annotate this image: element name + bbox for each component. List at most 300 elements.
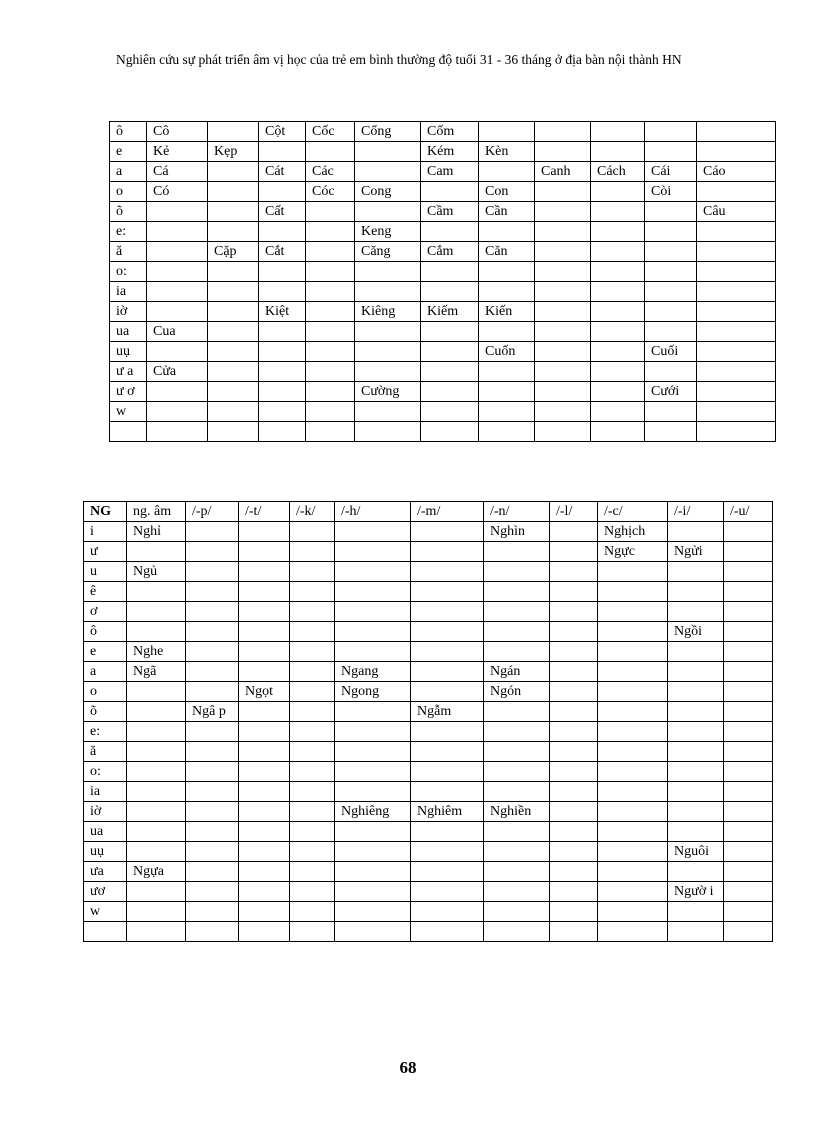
table-cell: [484, 882, 550, 902]
table-cell: [411, 622, 484, 642]
table-cell: Ngực: [598, 542, 668, 562]
table-cell: [535, 362, 591, 382]
table-cell: [335, 642, 411, 662]
table-cell: [290, 762, 335, 782]
table-cell: Nghìn: [484, 522, 550, 542]
table-cell: [724, 842, 773, 862]
table-cell: [239, 642, 290, 662]
table-cell: [697, 262, 776, 282]
table-cell: [484, 762, 550, 782]
table-row: [110, 182, 776, 202]
table-cell: [208, 262, 259, 282]
table-cell: [535, 382, 591, 402]
table-cell: [186, 782, 239, 802]
table-cell: [550, 562, 598, 582]
table-cell: [591, 242, 645, 262]
row-label-cell: w: [110, 402, 147, 422]
table-cell: [290, 922, 335, 942]
table-row: [84, 882, 773, 902]
table-cell: [724, 802, 773, 822]
table-cell: [550, 542, 598, 562]
table-cell: [598, 802, 668, 822]
table-cell: [127, 602, 186, 622]
table-cell: [591, 342, 645, 362]
table-cell: [697, 422, 776, 442]
table-cell: [259, 262, 306, 282]
table-row: [84, 782, 773, 802]
table-cell: [421, 362, 479, 382]
table-cell: Cát: [259, 162, 306, 182]
table-cell: [535, 322, 591, 342]
table-cell: [550, 842, 598, 862]
page-header: Nghiên cứu sự phát triển âm vị học của trẻ em bình thường độ tuổi 31 - 36 tháng ở địa bàn nội thành HN: [116, 52, 682, 67]
table-cell: [186, 562, 239, 582]
table-cell: [239, 902, 290, 922]
table-cell: [290, 582, 335, 602]
table-cell: [535, 342, 591, 362]
table-cell: [239, 662, 290, 682]
table-cell: [724, 762, 773, 782]
table-cell: [591, 382, 645, 402]
table-row: [84, 522, 773, 542]
table-cell: [591, 122, 645, 142]
table-cell: [186, 642, 239, 662]
table-cell: [550, 722, 598, 742]
table-row: [110, 342, 776, 362]
table-cell: Ngán: [484, 662, 550, 682]
row-label-cell: u: [84, 562, 127, 582]
table-cell: Nghiêng: [335, 802, 411, 822]
table-cell: [645, 282, 697, 302]
row-label-cell: ư ơ: [110, 382, 147, 402]
table-cell: [239, 622, 290, 642]
table-cell: Kiêng: [355, 302, 421, 322]
table-cell: [598, 722, 668, 742]
table-cell: [355, 162, 421, 182]
table-row: [84, 642, 773, 662]
table-cell: [668, 562, 724, 582]
table-cell: [479, 222, 535, 242]
row-label-cell: [84, 922, 127, 942]
table-cell: [355, 402, 421, 422]
table-cell: [484, 722, 550, 742]
column-header: /-t/: [239, 502, 290, 522]
column-header: /-n/: [484, 502, 550, 522]
table-cell: [147, 422, 208, 442]
table-cell: [411, 662, 484, 682]
table-cell: [306, 362, 355, 382]
table-cell: [186, 542, 239, 562]
table-row: [84, 842, 773, 862]
table-cell: [668, 642, 724, 662]
table-row: [110, 282, 776, 302]
table-cell: [591, 302, 645, 322]
table-cell: [335, 582, 411, 602]
table-cell: [668, 802, 724, 822]
row-label-cell: o:: [84, 762, 127, 782]
table-row: [84, 722, 773, 742]
table-cell: [535, 142, 591, 162]
table-cell: [411, 602, 484, 622]
column-header: /-c/: [598, 502, 668, 522]
table-cell: [598, 582, 668, 602]
table-cell: [335, 882, 411, 902]
row-label-cell: ơ: [84, 602, 127, 622]
table-cell: [259, 322, 306, 342]
table-cell: [335, 922, 411, 942]
table-cell: [239, 882, 290, 902]
table-cell: Kiếm: [421, 302, 479, 322]
table-cell: [668, 662, 724, 682]
table-cell: [591, 142, 645, 162]
table-row: [84, 662, 773, 682]
table-cell: Ngang: [335, 662, 411, 682]
table-cell: Ngón: [484, 682, 550, 702]
table-cell: Kiến: [479, 302, 535, 322]
table-ng-initial-k: [109, 121, 776, 442]
table-cell: Kẹp: [208, 142, 259, 162]
table-cell: [306, 322, 355, 342]
table-cell: [335, 762, 411, 782]
table-cell: [645, 262, 697, 282]
table-cell: [208, 222, 259, 242]
table-cell: [535, 122, 591, 142]
table-row: [84, 822, 773, 842]
row-label-cell: iờ: [110, 302, 147, 322]
table-cell: [591, 222, 645, 242]
table-cell: [147, 342, 208, 362]
table-cell: [411, 762, 484, 782]
table-cell: [645, 422, 697, 442]
table-row: [84, 562, 773, 582]
table-cell: Căng: [355, 242, 421, 262]
table-cell: Ngồi: [668, 622, 724, 642]
table-cell: Ngẫm: [411, 702, 484, 722]
row-label-cell: ô: [84, 622, 127, 642]
table-cell: [724, 522, 773, 542]
table-cell: [208, 182, 259, 202]
table-cell: [239, 802, 290, 822]
table-cell: [550, 742, 598, 762]
table-cell: [484, 742, 550, 762]
table-cell: Cắm: [421, 242, 479, 262]
table-cell: [411, 562, 484, 582]
table-cell: [535, 262, 591, 282]
row-label-cell: i: [84, 522, 127, 542]
table-cell: [306, 382, 355, 402]
table-cell: [186, 802, 239, 822]
table-cell: [724, 742, 773, 762]
row-label-cell: ưa: [84, 862, 127, 882]
table-row: [110, 162, 776, 182]
table-cell: [535, 282, 591, 302]
table-cell: [550, 682, 598, 702]
table-cell: [697, 302, 776, 322]
table-cell: [724, 622, 773, 642]
table-row: [84, 742, 773, 762]
table-cell: [479, 162, 535, 182]
table-cell: [259, 142, 306, 162]
table-cell: [239, 862, 290, 882]
table-cell: [598, 742, 668, 762]
table-cell: [484, 922, 550, 942]
table-cell: [290, 722, 335, 742]
table-cell: [290, 542, 335, 562]
table-cell: [239, 602, 290, 622]
table-cell: [239, 542, 290, 562]
table-cell: [645, 202, 697, 222]
table-cell: [484, 862, 550, 882]
table-cell: [239, 582, 290, 602]
table-cell: [668, 902, 724, 922]
table-cell: [147, 282, 208, 302]
table-cell: Nghỉ: [127, 522, 186, 542]
table-cell: Nghe: [127, 642, 186, 662]
table-cell: [724, 682, 773, 702]
table-row: [110, 382, 776, 402]
table-cell: [239, 822, 290, 842]
table-cell: [290, 902, 335, 922]
row-label-cell: o: [110, 182, 147, 202]
table-cell: [147, 262, 208, 282]
table-cell: [290, 862, 335, 882]
table-cell: [411, 682, 484, 702]
table-cell: [550, 702, 598, 722]
table-cell: [335, 782, 411, 802]
table-cell: [186, 922, 239, 942]
table-cell: [484, 902, 550, 922]
table-cell: [550, 922, 598, 942]
table-cell: [355, 362, 421, 382]
table-cell: [127, 822, 186, 842]
table-cell: [208, 342, 259, 362]
table-cell: [598, 782, 668, 802]
table-cell: Con: [479, 182, 535, 202]
table-cell: [208, 122, 259, 142]
table-cell: [479, 262, 535, 282]
column-header: /-u/: [724, 502, 773, 522]
table-row: [84, 802, 773, 822]
table-cell: Cần: [479, 202, 535, 222]
table-cell: [186, 902, 239, 922]
table-cell: [239, 762, 290, 782]
table-cell: [724, 542, 773, 562]
table-cell: [550, 642, 598, 662]
table-cell: [484, 842, 550, 862]
table-cell: [724, 662, 773, 682]
table-cell: [335, 602, 411, 622]
table-cell: Cuối: [645, 342, 697, 362]
row-label-cell: ua: [110, 322, 147, 342]
table-cell: [724, 722, 773, 742]
table-cell: [668, 582, 724, 602]
table-cell: [411, 522, 484, 542]
table-cell: [421, 262, 479, 282]
table-cell: [479, 382, 535, 402]
table-cell: [550, 862, 598, 882]
table-cell: [239, 842, 290, 862]
table-cell: [411, 542, 484, 562]
table-cell: [127, 762, 186, 782]
table-cell: [724, 782, 773, 802]
table-cell: [355, 342, 421, 362]
table-cell: [239, 722, 290, 742]
table-cell: [421, 422, 479, 442]
table-cell: Cửa: [147, 362, 208, 382]
table-cell: [186, 682, 239, 702]
table-cell: [411, 822, 484, 842]
row-label-cell: ia: [84, 782, 127, 802]
table-cell: [290, 562, 335, 582]
table-cell: [259, 362, 306, 382]
table-cell: [306, 422, 355, 442]
table-cell: [335, 822, 411, 842]
table-cell: [598, 862, 668, 882]
row-label-cell: ươ: [84, 882, 127, 902]
table-cell: [208, 422, 259, 442]
table-cell: [421, 282, 479, 302]
table-cell: [591, 402, 645, 422]
table-cell: [598, 882, 668, 902]
table-cell: [598, 922, 668, 942]
page-number: 68: [399, 1058, 417, 1077]
table-cell: [697, 382, 776, 402]
column-header: /-h/: [335, 502, 411, 522]
table-cell: [290, 522, 335, 542]
row-label-cell: a: [84, 662, 127, 682]
table-cell: [259, 222, 306, 242]
table-cell: [535, 242, 591, 262]
table-cell: [598, 822, 668, 842]
table-cell: [290, 822, 335, 842]
table-cell: [147, 382, 208, 402]
table-cell: [290, 782, 335, 802]
table-cell: [668, 722, 724, 742]
table-cell: [484, 782, 550, 802]
row-label-cell: w: [84, 902, 127, 922]
table-cell: [127, 782, 186, 802]
table-cell: Cường: [355, 382, 421, 402]
row-label-cell: ă: [110, 242, 147, 262]
table-cell: Ngựa: [127, 862, 186, 882]
table-cell: [645, 222, 697, 242]
table-cell: [335, 702, 411, 722]
table-cell: Cái: [645, 162, 697, 182]
row-label-cell: o: [84, 682, 127, 702]
row-label-cell: ư: [84, 542, 127, 562]
table-cell: [411, 902, 484, 922]
table-row: [110, 262, 776, 282]
table-row: [110, 402, 776, 422]
table-cell: [186, 582, 239, 602]
table-cell: [355, 202, 421, 222]
table-cell: [645, 122, 697, 142]
table-cell: Ngong: [335, 682, 411, 702]
table-cell: [668, 822, 724, 842]
table-cell: Kiệt: [259, 302, 306, 322]
table-cell: [208, 322, 259, 342]
table-cell: [306, 262, 355, 282]
table-cell: [550, 602, 598, 622]
row-label-cell: e:: [84, 722, 127, 742]
table-cell: [550, 582, 598, 602]
table-cell: [127, 802, 186, 822]
table-cell: [535, 182, 591, 202]
column-header: ng. âm: [127, 502, 186, 522]
table-cell: [697, 282, 776, 302]
table-cell: Canh: [535, 162, 591, 182]
table-cell: [724, 582, 773, 602]
table-cell: [697, 402, 776, 422]
table-cell: [550, 622, 598, 642]
row-label-cell: ư a: [110, 362, 147, 382]
table-cell: [306, 222, 355, 242]
table-cell: [208, 162, 259, 182]
table-cell: [724, 882, 773, 902]
table-cell: [598, 562, 668, 582]
table-cell: [550, 762, 598, 782]
table-cell: [591, 182, 645, 202]
table-cell: [591, 282, 645, 302]
table-cell: [535, 302, 591, 322]
table-row: [110, 142, 776, 162]
row-label-cell: a: [110, 162, 147, 182]
table-cell: Cổng: [355, 122, 421, 142]
table-cell: Ngủ: [127, 562, 186, 582]
table-cell: [306, 282, 355, 302]
table-cell: [598, 602, 668, 622]
table-cell: Cốm: [421, 122, 479, 142]
table-cell: [484, 642, 550, 662]
table-cell: [127, 582, 186, 602]
table-cell: Còi: [645, 182, 697, 202]
table-cell: [724, 922, 773, 942]
table-cell: [550, 522, 598, 542]
table-cell: [421, 382, 479, 402]
column-header: NG: [84, 502, 127, 522]
table-cell: [127, 622, 186, 642]
table-cell: [484, 562, 550, 582]
table-cell: Cô: [147, 122, 208, 142]
table-cell: [421, 322, 479, 342]
table-cell: [259, 182, 306, 202]
table-cell: [290, 802, 335, 822]
table-cell: [355, 422, 421, 442]
table-cell: [479, 402, 535, 422]
table-cell: Ngọt: [239, 682, 290, 702]
table-cell: Cá: [147, 162, 208, 182]
table-row: [110, 362, 776, 382]
table-row: [110, 242, 776, 262]
table-cell: [645, 302, 697, 322]
table-cell: [147, 402, 208, 422]
table-cell: [479, 122, 535, 142]
table-cell: [697, 122, 776, 142]
table-cell: [668, 782, 724, 802]
table-cell: [421, 342, 479, 362]
table-cell: [335, 722, 411, 742]
table-row: [110, 122, 776, 142]
table-cell: Nguôi: [668, 842, 724, 862]
table-cell: [147, 222, 208, 242]
table-cell: [550, 882, 598, 902]
table-cell: [147, 302, 208, 322]
header-row: [84, 502, 773, 522]
table-cell: [127, 742, 186, 762]
table-row: [110, 322, 776, 342]
row-label-cell: uụ: [84, 842, 127, 862]
table-cell: [697, 222, 776, 242]
